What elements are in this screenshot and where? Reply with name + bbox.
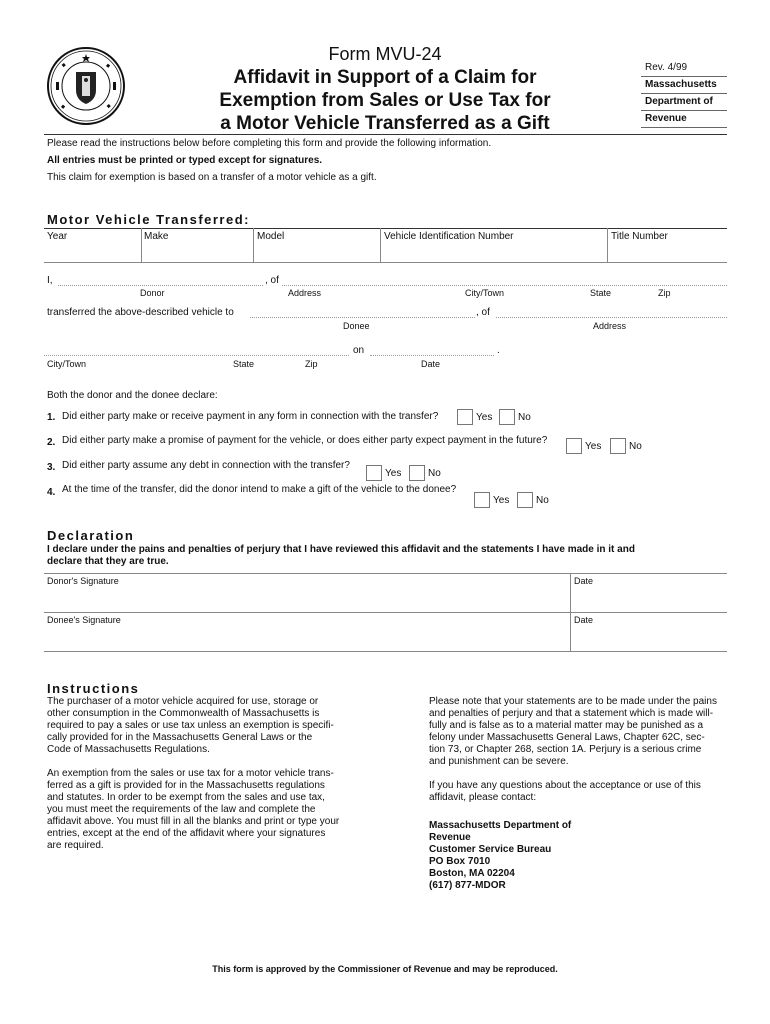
instr-line: An exemption from the sales or use tax for a motor vehicle trans-: [47, 768, 334, 779]
q2-number: 2.: [47, 437, 56, 448]
donor-caption: Donor: [140, 288, 165, 298]
donor-date-label: Date: [574, 576, 594, 586]
instr-line: and punishment can be severe.: [429, 756, 569, 767]
donee-date-field[interactable]: [572, 627, 726, 649]
intro-instruction: Please read the instructions below before completing this form and provide the following information.: [47, 138, 492, 149]
instr-line: cally provided for in the Massachusetts General Laws or the: [47, 732, 313, 743]
on-label: on: [353, 345, 365, 356]
donor-signature-field[interactable]: [45, 588, 568, 610]
dept-line-1: Massachusetts: [641, 77, 727, 94]
contact-line: Boston, MA 02204: [429, 868, 515, 879]
donee-signature-label: Donee's Signature: [47, 615, 121, 625]
instr-line: If you have any questions about the acceptance or use of this: [429, 780, 701, 791]
instr-line: felony under Massachusetts General Laws, Chapter 62C, sec-: [429, 732, 705, 743]
q4-number: 4.: [47, 487, 56, 498]
instr-line: ferred as a gift is provided for in the Massachusetts regulations: [47, 780, 325, 791]
donor-name-field[interactable]: [58, 285, 263, 286]
instr-line: and statutes. In order to be exempt from the sales and use tax,: [47, 792, 325, 803]
instructions-left-paragraph-2: [47, 768, 387, 852]
state-caption: State: [590, 288, 612, 298]
donee-date-label: Date: [574, 615, 594, 625]
instructions-right-paragraph-1: [429, 696, 739, 768]
instr-line: are required.: [47, 840, 104, 851]
declare-intro: Both the donor and the donee declare:: [47, 390, 218, 401]
instr-line: required to pay a sales or use tax unless an exemption is specifi-: [47, 720, 334, 731]
donee-name-field[interactable]: [250, 317, 475, 318]
q4-no-checkbox[interactable]: [517, 492, 533, 508]
donor-date-field[interactable]: [572, 588, 726, 610]
q2-no-checkbox[interactable]: [610, 438, 626, 454]
contact-line: (617) 877-MDOR: [429, 880, 506, 891]
form-number: Form MVU-24: [328, 44, 442, 64]
transferred-label: transferred the above-described vehicle to: [47, 307, 234, 318]
instr-line: fully and is false as to a material matter may be punished as a: [429, 720, 704, 731]
q1-no-checkbox[interactable]: [499, 409, 515, 425]
instructions-left-paragraph-1: [47, 696, 387, 756]
instr-line: tion 73, or Chapter 268, section 1A. Perjury is a serious crime: [429, 744, 702, 755]
instructions-heading: Instructions: [47, 681, 140, 696]
donee-of-label: , of: [476, 307, 490, 318]
form-title: [160, 66, 610, 135]
instr-line: other consumption in the Commonwealth of Massachusetts is: [47, 708, 320, 719]
signature-table-top: [44, 573, 727, 574]
q3-no-checkbox[interactable]: [409, 465, 425, 481]
instr-line: Code of Massachusetts Regulations.: [47, 744, 210, 755]
q3-number: 3.: [47, 462, 56, 473]
q3-yes-checkbox[interactable]: [366, 465, 382, 481]
vehicle-title-number-field[interactable]: [608, 244, 726, 261]
vehicle-year-field[interactable]: [44, 244, 140, 261]
zip-caption-2: Zip: [305, 359, 318, 369]
q4-text: At the time of the transfer, did the donor intend to make a gift of the vehicle to the donee?: [62, 484, 457, 495]
donee-address-caption: Address: [593, 321, 627, 331]
instr-line: entries, except at the end of the affidavit where your signatures: [47, 828, 326, 839]
donor-prefix: I,: [47, 275, 53, 286]
donee-caption: Donee: [343, 321, 370, 331]
signature-table-bottom: [44, 651, 727, 652]
vehicle-model-label: Model: [257, 231, 285, 242]
contact-line: PO Box 7010: [429, 856, 491, 867]
instr-line: you must meet the requirements of the law and complete the: [47, 804, 316, 815]
donee-city-state-zip-field[interactable]: [44, 355, 349, 356]
declaration-heading: Declaration: [47, 528, 135, 543]
dept-line-3: Revenue: [641, 111, 727, 128]
vehicle-title-number-label: Title Number: [611, 231, 668, 242]
intro-print-note: All entries must be printed or typed except for signatures.: [47, 155, 323, 166]
contact-line: Massachusetts Department of: [429, 820, 572, 831]
address-caption: Address: [288, 288, 322, 298]
transfer-date-field[interactable]: [370, 355, 494, 356]
donee-signature-field[interactable]: [45, 627, 568, 649]
q2-yes-checkbox[interactable]: [566, 438, 582, 454]
donor-of-label: , of: [265, 275, 279, 286]
vehicle-table-top: [44, 228, 727, 229]
state-caption-2: State: [233, 359, 255, 369]
vehicle-vin-field[interactable]: [381, 244, 606, 261]
vehicle-year-label: Year: [47, 231, 68, 242]
instr-line: affidavit, please contact:: [429, 792, 537, 803]
instr-line: Please note that your statements are to be made under the pains: [429, 696, 717, 707]
form-title-line-3: a Motor Vehicle Transferred as a Gift: [220, 113, 550, 134]
date-caption: Date: [421, 359, 441, 369]
city-caption-2: City/Town: [47, 359, 87, 369]
form-title-line-1: Affidavit in Support of a Claim for: [233, 67, 537, 88]
donee-address-field[interactable]: [496, 317, 727, 318]
header-divider: [44, 134, 727, 135]
q2-no-label: No: [629, 441, 642, 452]
contact-address: [429, 820, 739, 892]
q1-yes-label: Yes: [476, 412, 493, 423]
q1-yes-checkbox[interactable]: [457, 409, 473, 425]
vehicle-model-field[interactable]: [254, 244, 379, 261]
dor-seal-logo: [46, 46, 126, 126]
contact-line: Revenue: [429, 832, 471, 843]
vehicle-make-label: Make: [144, 231, 169, 242]
city-caption: City/Town: [465, 288, 505, 298]
declaration-text-line-2: declare that they are true.: [47, 556, 169, 567]
revision-date: Rev. 4/99: [641, 60, 727, 77]
q4-no-label: No: [536, 495, 549, 506]
q2-yes-label: Yes: [585, 441, 602, 452]
declaration-text-line-1: I declare under the pains and penalties of perjury that I have reviewed this affidavit and the statements I have made in it and: [47, 544, 635, 555]
vehicle-vin-label: Vehicle Identification Number: [384, 231, 514, 242]
zip-caption: Zip: [658, 288, 671, 298]
vehicle-section-heading: Motor Vehicle Transferred:: [47, 212, 250, 227]
donor-signature-label: Donor's Signature: [47, 576, 119, 586]
signature-table-mid: [44, 612, 727, 613]
vehicle-table-bottom: [44, 262, 727, 263]
vehicle-make-field[interactable]: [142, 244, 252, 261]
signature-col-divider: [570, 573, 571, 651]
instr-line: affidavit above. You must fill in all the blanks and print or type your: [47, 816, 340, 827]
donor-address-field[interactable]: [282, 285, 727, 286]
q3-text: Did either party assume any debt in connection with the transfer?: [62, 460, 350, 471]
instr-line: and penalties of perjury and that a statement which is made will-: [429, 708, 714, 719]
dept-line-2: Department of: [641, 94, 727, 111]
period-mark: .: [497, 345, 500, 356]
q3-yes-label: Yes: [385, 468, 402, 479]
q4-yes-label: Yes: [493, 495, 510, 506]
q4-yes-checkbox[interactable]: [474, 492, 490, 508]
footer-note: This form is approved by the Commissioner of Revenue and may be reproduced.: [212, 964, 558, 974]
q1-number: 1.: [47, 412, 56, 423]
intro-claim-basis: This claim for exemption is based on a transfer of a motor vehicle as a gift.: [47, 172, 377, 183]
contact-line: Customer Service Bureau: [429, 844, 552, 855]
q1-text: Did either party make or receive payment in any form in connection with the transfer?: [62, 411, 439, 422]
q1-no-label: No: [518, 412, 531, 423]
form-title-line-2: Exemption from Sales or Use Tax for: [219, 90, 551, 111]
instructions-right-paragraph-2: [429, 780, 739, 804]
q2-text: Did either party make a promise of payment for the vehicle, or does either party expect payment in the future?: [62, 435, 548, 446]
instr-line: The purchaser of a motor vehicle acquired for use, storage or: [47, 696, 319, 707]
revision-box: [641, 60, 727, 128]
q3-no-label: No: [428, 468, 441, 479]
